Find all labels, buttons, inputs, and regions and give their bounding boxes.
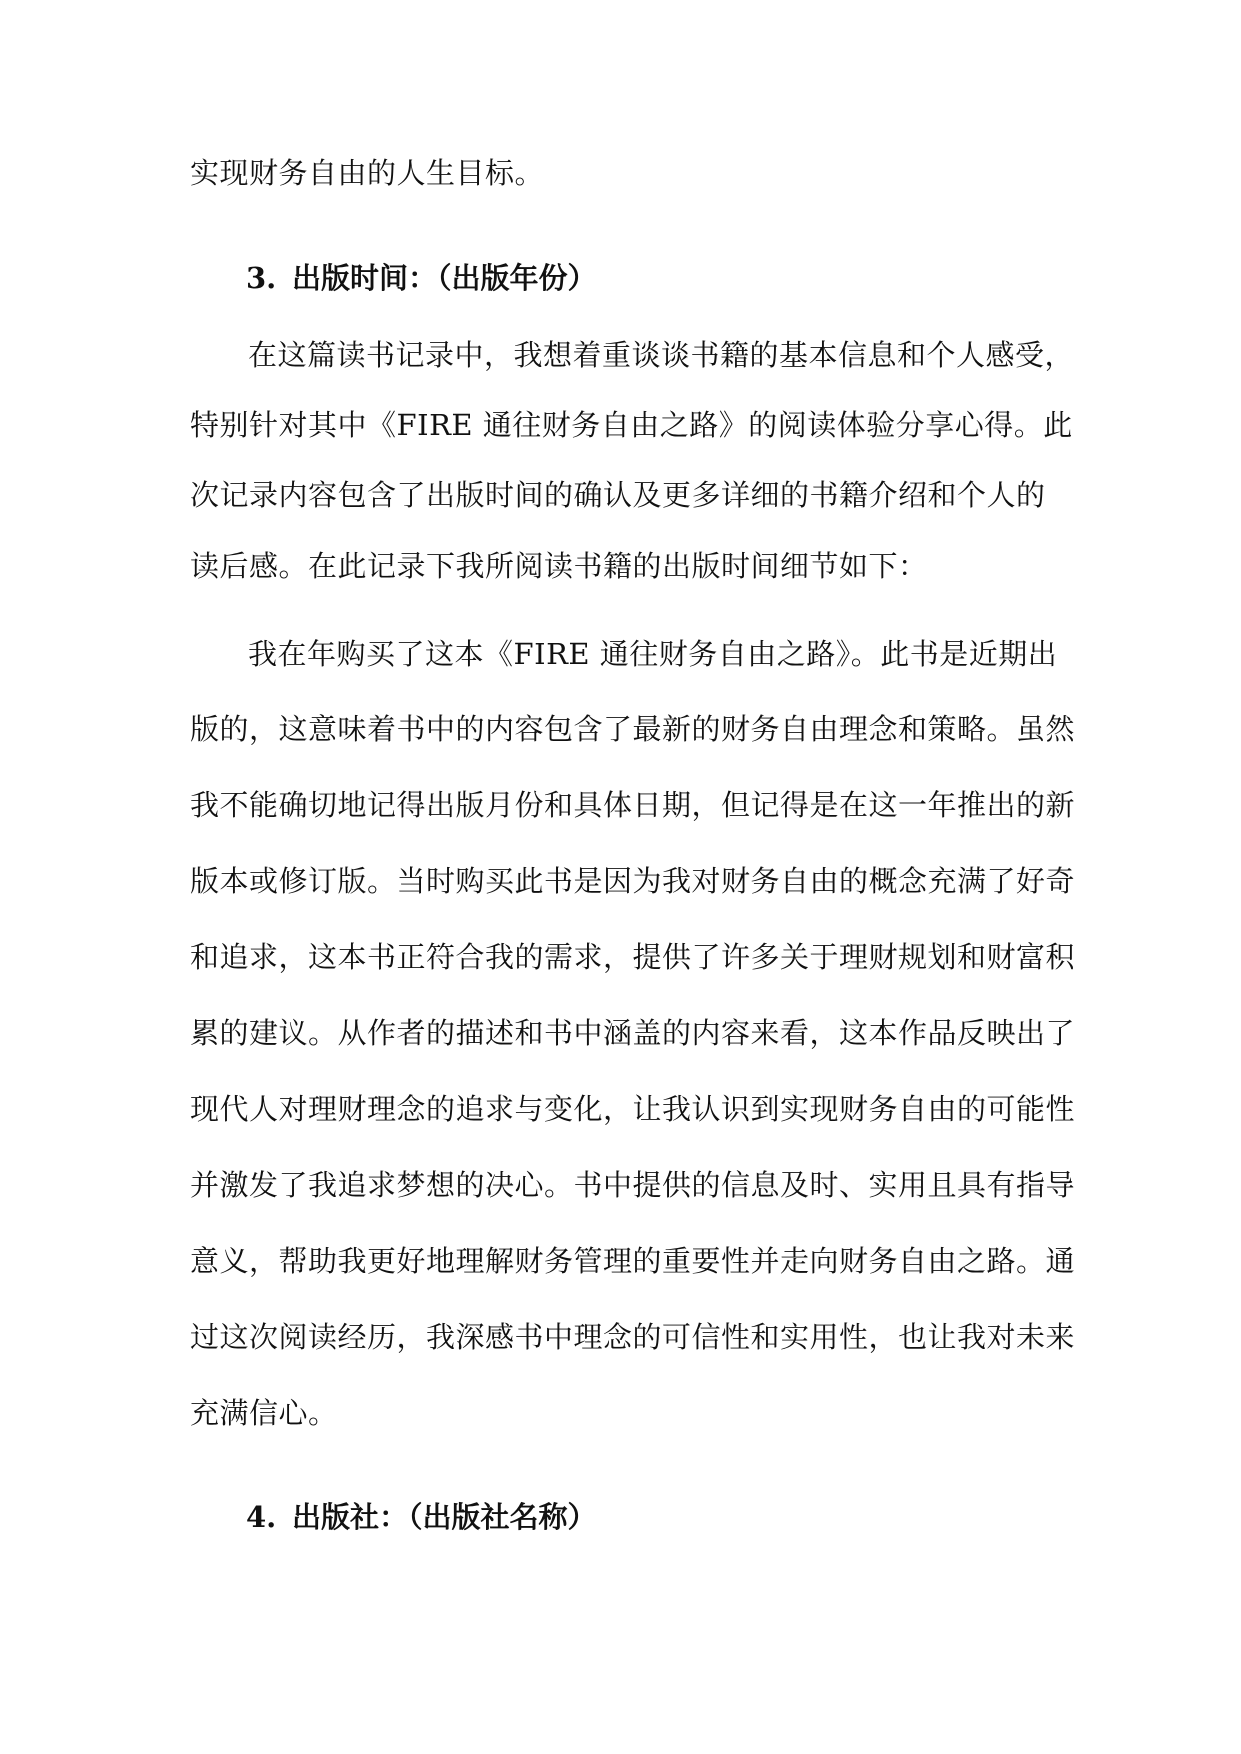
section-4-heading (246, 1497, 597, 1537)
paragraph-line: 版的，这意味着书中的内容包含了最新的财务自由理念和策略。虽然 (190, 712, 1076, 746)
paragraph-line: 并激发了我追求梦想的决心。书中提供的信息及时、实用且具有指导 (190, 1168, 1076, 1202)
paragraph-line: 在这篇读书记录中，我想着重谈谈书籍的基本信息和个人感受， (248, 338, 1075, 372)
paragraph-line: 版本或修订版。当时购买此书是因为我对财务自由的概念充满了好奇 (190, 864, 1076, 898)
section-4-number: 4. (246, 1500, 277, 1534)
section-3-heading (246, 258, 597, 298)
paragraph-line: 次记录内容包含了出版时间的确认及更多详细的书籍介绍和个人的 (190, 478, 1046, 512)
continuation-line: 实现财务自由的人生目标。 (190, 156, 545, 190)
section-3-number: 3. (246, 261, 277, 295)
paragraph-line: 现代人对理财理念的追求与变化，让我认识到实现财务自由的可能性 (190, 1092, 1076, 1126)
paragraph-line: 我不能确切地记得出版月份和具体日期，但记得是在这一年推出的新 (190, 788, 1076, 822)
paragraph-line: 和追求，这本书正符合我的需求，提供了许多关于理财规划和财富积 (190, 940, 1076, 974)
paragraph-line: 意义，帮助我更好地理解财务管理的重要性并走向财务自由之路。通 (190, 1244, 1076, 1278)
paragraph-line: 过这次阅读经历，我深感书中理念的可信性和实用性，也让我对未来 (190, 1320, 1076, 1354)
paragraph-line: 充满信心。 (190, 1396, 338, 1430)
paragraph-line: 特别针对其中《FIRE 通往财务自由之路》的阅读体验分享心得。此 (190, 408, 1073, 442)
paragraph-line: 我在年购买了这本《FIRE 通往财务自由之路》。此书是近期出 (248, 637, 1058, 671)
paragraph-line: 读后感。在此记录下我所阅读书籍的出版时间细节如下： (190, 549, 928, 583)
section-4-title: 出版社：（出版社名称） (292, 1500, 597, 1534)
section-3-title: 出版时间：（出版年份） (292, 261, 597, 295)
paragraph-line: 累的建议。从作者的描述和书中涵盖的内容来看，这本作品反映出了 (190, 1016, 1076, 1050)
